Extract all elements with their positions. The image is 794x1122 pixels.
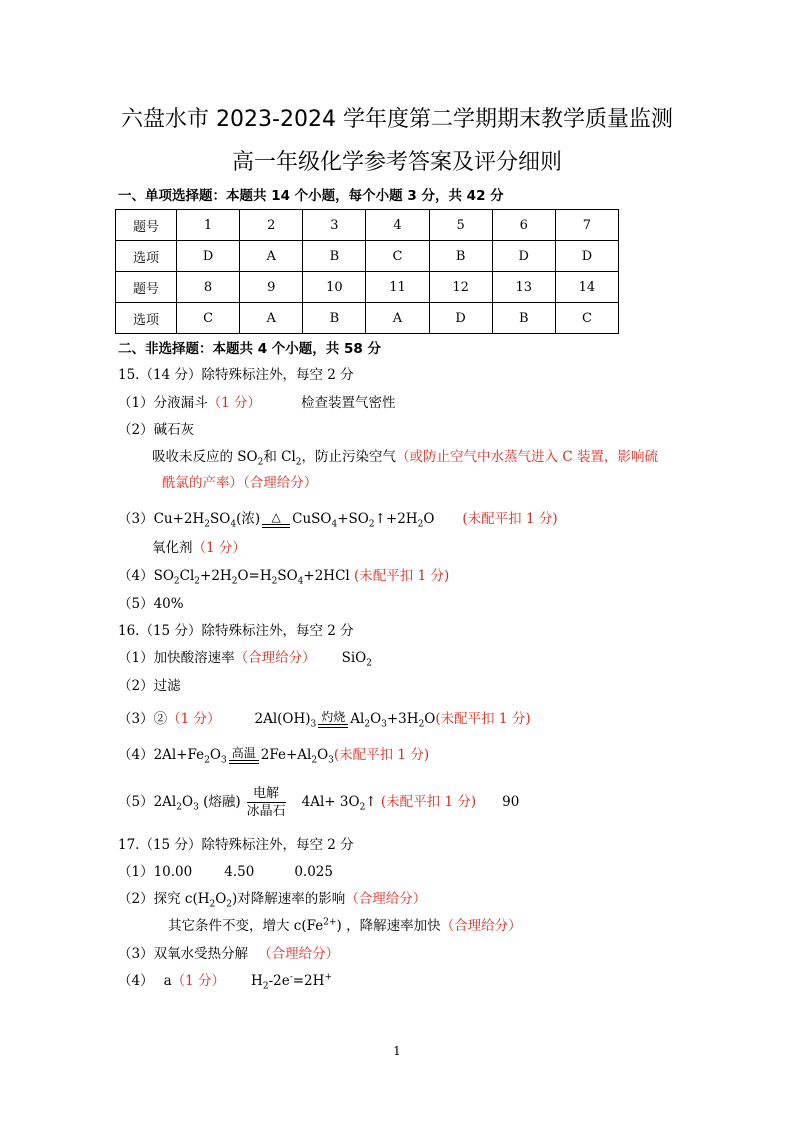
table-cell: 5 <box>429 210 492 241</box>
table-cell: A <box>366 303 429 334</box>
table-cell: D <box>555 241 618 272</box>
high-temp-condition: 高温 <box>229 747 259 764</box>
table-cell: 7 <box>555 210 618 241</box>
q16-part5: $(5)2Al_2O_3$ (熔融) $\frac{\text{电解}}{\text{冰晶石}}$ $4Al+ 3O_2↑$ (未配平扣 1 分) 90 <box>118 786 520 819</box>
doc-subtitle: 高一年级化学参考答案及评分细则 <box>231 150 562 175</box>
q17-part2: （2）探究 $c(H_2O_2)$对降解速率的影响（合理给分） <box>118 891 427 910</box>
q16-part1: （1）加快酸溶速率（合理给分） SiO$_2$ <box>118 650 372 669</box>
q16-part2: （2）过滤 <box>118 678 181 694</box>
table-cell: 6 <box>492 210 555 241</box>
table-cell: B <box>303 241 366 272</box>
q15-part2-note-cont: 酰氯的产率）（合理给分） <box>162 475 318 491</box>
table-row <box>116 303 619 334</box>
table-cell: 2 <box>240 210 303 241</box>
table-cell: C <box>177 303 240 334</box>
q17-header: 17.（15 分）除特殊标注外，每空 2 分 <box>118 837 354 853</box>
q15-p1-note: （1 分） <box>207 395 261 411</box>
q15-p1-answer2: 检查装置气密性 <box>300 395 396 411</box>
table-cell: 3 <box>303 210 366 241</box>
q15-part2-answer: 吸收未反应的 $SO_2$和 $Cl_2$，防止污染空气（或防止空气中水蒸气进入 C 装置，影响硫 <box>152 449 658 468</box>
table-cell: D <box>429 303 492 334</box>
table-row <box>116 272 619 303</box>
q15-part5: （5）40% <box>118 596 184 612</box>
answer-table <box>115 209 619 334</box>
table-cell: 14 <box>555 272 618 303</box>
q15-part3-answer2: 氧化剂（1 分） <box>152 540 246 556</box>
section1-heading: 一、单项选择题：本题共 14 个小题，每个小题 3 分，共 42 分 <box>118 188 504 204</box>
q15-p2-note: （或防止空气中水蒸气进入 C 装置，影响硫 <box>396 449 658 465</box>
table-row <box>116 241 619 272</box>
q16-part3: （3）②（1 分） $2Al(OH)_3$ 灼烧 $Al_2O_3+3H_2O$(未配平扣 1 分) <box>118 710 531 730</box>
q15-part2: （2）碱石灰 <box>118 422 195 438</box>
table-cell: 9 <box>240 272 303 303</box>
table-cell: 13 <box>492 272 555 303</box>
table-row-header: 题号 <box>116 210 177 241</box>
q16-header: 16.（15 分）除特殊标注外，每空 2 分 <box>118 623 354 639</box>
section2-heading: 二、非选择题：本题共 4 个小题，共 58 分 <box>118 341 381 357</box>
table-row-header: 选项 <box>116 303 177 334</box>
doc-title: 六盘水市 2023-2024 学年度第二学期期末教学质量监测 <box>121 107 673 132</box>
q17-part4: （4） a（1 分） $H_2-2e^-=2H^+$ <box>118 972 332 992</box>
calcine-condition: 灼烧 <box>318 711 348 728</box>
table-cell: B <box>492 303 555 334</box>
heat-condition: △ <box>262 511 290 528</box>
q17-part2-answer2: 其它条件不变，增大 $c(Fe^{2+})$ ，降解速率加快（合理给分） <box>168 917 522 934</box>
table-row <box>116 210 619 241</box>
q17-part3: （3）双氧水受热分解 （合理给分） <box>118 946 340 962</box>
table-row-header: 选项 <box>116 241 177 272</box>
electrolysis-condition: $\frac{\text{电解}}{\text{冰晶石}}$ <box>246 786 286 819</box>
table-cell: D <box>177 241 240 272</box>
table-cell: C <box>555 303 618 334</box>
page-number: 1 <box>393 1044 401 1058</box>
table-cell: B <box>303 303 366 334</box>
q17-part1: （1）10.00 4.50 0.025 <box>118 864 333 880</box>
table-cell: A <box>240 241 303 272</box>
table-cell: C <box>366 241 429 272</box>
table-cell: A <box>240 303 303 334</box>
table-cell: 10 <box>303 272 366 303</box>
table-cell: D <box>492 241 555 272</box>
table-cell: 8 <box>177 272 240 303</box>
table-row-header: 题号 <box>116 272 177 303</box>
q15-p1-answer: （1）分液漏斗 <box>118 395 208 411</box>
q15-p3-note: (未配平扣 1 分) <box>462 511 558 527</box>
table-cell: 11 <box>366 272 429 303</box>
q15-part1 <box>118 394 395 412</box>
q15-part3-equation: $(3)Cu+2H_2SO_4$(浓) △ $CuSO_4+SO_2↑+2H_2O$ (未配平扣 1 分) <box>118 510 558 530</box>
q15-part4-equation: $(4)SO_2Cl_2+2H_2O=H_2SO_4+2HCl$ (未配平扣 1 分) <box>118 568 450 587</box>
table-cell: 4 <box>366 210 429 241</box>
q16-part4: $(4)2Al+Fe_2O_3$ 高温 $2Fe+Al_2O_3$(未配平扣 1 分) <box>118 746 430 766</box>
table-cell: 12 <box>429 272 492 303</box>
table-cell: B <box>429 241 492 272</box>
q15-header: 15.（14 分）除特殊标注外，每空 2 分 <box>118 367 354 383</box>
table-cell: 1 <box>177 210 240 241</box>
